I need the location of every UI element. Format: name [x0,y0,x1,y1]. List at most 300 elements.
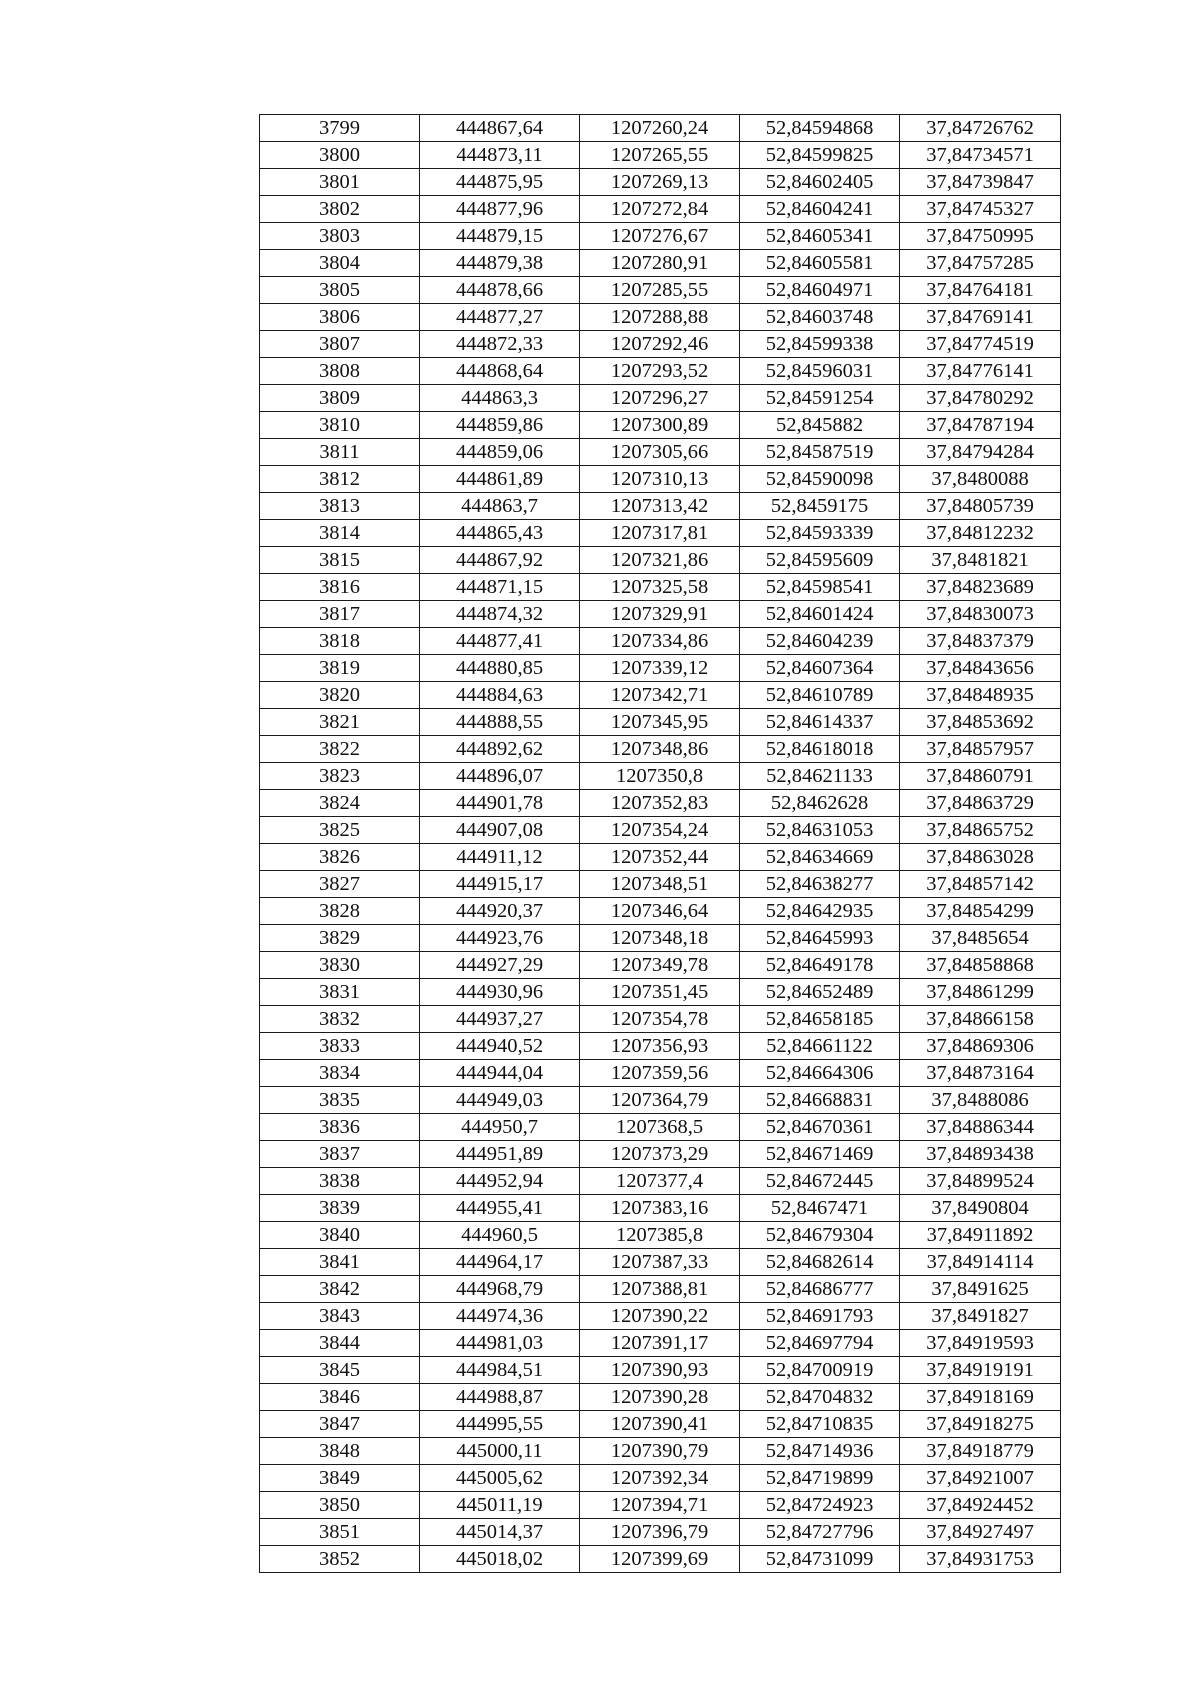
y-coordinate-cell: 1207292,46 [580,331,740,358]
point-number-cell: 3800 [260,142,420,169]
latitude-cell: 52,84605581 [740,250,900,277]
y-coordinate-cell: 1207313,42 [580,493,740,520]
longitude-cell: 37,84812232 [900,520,1061,547]
longitude-cell: 37,84853692 [900,709,1061,736]
y-coordinate-cell: 1207346,64 [580,898,740,925]
table-row [260,1546,1061,1573]
table-row [260,169,1061,196]
y-coordinate-cell: 1207387,33 [580,1249,740,1276]
latitude-cell: 52,84604971 [740,277,900,304]
y-coordinate-cell: 1207288,88 [580,304,740,331]
y-coordinate-cell: 1207296,27 [580,385,740,412]
x-coordinate-cell: 444955,41 [420,1195,580,1222]
longitude-cell: 37,84886344 [900,1114,1061,1141]
table-row [260,1141,1061,1168]
x-coordinate-cell: 445005,62 [420,1465,580,1492]
latitude-cell: 52,84610789 [740,682,900,709]
x-coordinate-cell: 444968,79 [420,1276,580,1303]
latitude-cell: 52,84591254 [740,385,900,412]
point-number-cell: 3823 [260,763,420,790]
latitude-cell: 52,84658185 [740,1006,900,1033]
x-coordinate-cell: 444901,78 [420,790,580,817]
y-coordinate-cell: 1207373,29 [580,1141,740,1168]
longitude-cell: 37,84858868 [900,952,1061,979]
latitude-cell: 52,84638277 [740,871,900,898]
point-number-cell: 3832 [260,1006,420,1033]
latitude-cell: 52,84599825 [740,142,900,169]
point-number-cell: 3822 [260,736,420,763]
y-coordinate-cell: 1207391,17 [580,1330,740,1357]
table-row [260,871,1061,898]
latitude-cell: 52,845882 [740,412,900,439]
latitude-cell: 52,84704832 [740,1384,900,1411]
table-row [260,979,1061,1006]
longitude-cell: 37,84745327 [900,196,1061,223]
point-number-cell: 3841 [260,1249,420,1276]
x-coordinate-cell: 444920,37 [420,898,580,925]
latitude-cell: 52,84605341 [740,223,900,250]
x-coordinate-cell: 445011,19 [420,1492,580,1519]
point-number-cell: 3821 [260,709,420,736]
longitude-cell: 37,84823689 [900,574,1061,601]
y-coordinate-cell: 1207321,86 [580,547,740,574]
longitude-cell: 37,84854299 [900,898,1061,925]
y-coordinate-cell: 1207392,34 [580,1465,740,1492]
x-coordinate-cell: 444867,64 [420,115,580,142]
y-coordinate-cell: 1207342,71 [580,682,740,709]
longitude-cell: 37,8491625 [900,1276,1061,1303]
point-number-cell: 3850 [260,1492,420,1519]
table-row [260,709,1061,736]
point-number-cell: 3834 [260,1060,420,1087]
table-row [260,385,1061,412]
latitude-cell: 52,84679304 [740,1222,900,1249]
y-coordinate-cell: 1207334,86 [580,628,740,655]
y-coordinate-cell: 1207348,18 [580,925,740,952]
table-row [260,1087,1061,1114]
point-number-cell: 3805 [260,277,420,304]
table-row [260,763,1061,790]
x-coordinate-cell: 444940,52 [420,1033,580,1060]
table-row [260,358,1061,385]
y-coordinate-cell: 1207364,79 [580,1087,740,1114]
point-number-cell: 3828 [260,898,420,925]
latitude-cell: 52,84649178 [740,952,900,979]
y-coordinate-cell: 1207345,95 [580,709,740,736]
longitude-cell: 37,84863729 [900,790,1061,817]
table-row [260,1006,1061,1033]
x-coordinate-cell: 444949,03 [420,1087,580,1114]
table-row [260,736,1061,763]
table-row [260,1303,1061,1330]
latitude-cell: 52,84642935 [740,898,900,925]
point-number-cell: 3806 [260,304,420,331]
table-row [260,439,1061,466]
longitude-cell: 37,84805739 [900,493,1061,520]
latitude-cell: 52,84671469 [740,1141,900,1168]
y-coordinate-cell: 1207390,79 [580,1438,740,1465]
point-number-cell: 3829 [260,925,420,952]
latitude-cell: 52,84604239 [740,628,900,655]
latitude-cell: 52,84645993 [740,925,900,952]
table-row [260,952,1061,979]
point-number-cell: 3851 [260,1519,420,1546]
x-coordinate-cell: 444880,85 [420,655,580,682]
longitude-cell: 37,84794284 [900,439,1061,466]
table-row [260,1438,1061,1465]
latitude-cell: 52,84710835 [740,1411,900,1438]
x-coordinate-cell: 445018,02 [420,1546,580,1573]
longitude-cell: 37,8481821 [900,547,1061,574]
y-coordinate-cell: 1207388,81 [580,1276,740,1303]
x-coordinate-cell: 444877,96 [420,196,580,223]
y-coordinate-cell: 1207377,4 [580,1168,740,1195]
longitude-cell: 37,84726762 [900,115,1061,142]
x-coordinate-cell: 444930,96 [420,979,580,1006]
x-coordinate-cell: 444892,62 [420,736,580,763]
point-number-cell: 3817 [260,601,420,628]
y-coordinate-cell: 1207329,91 [580,601,740,628]
latitude-cell: 52,84700919 [740,1357,900,1384]
point-number-cell: 3845 [260,1357,420,1384]
point-number-cell: 3830 [260,952,420,979]
point-number-cell: 3812 [260,466,420,493]
x-coordinate-cell: 444911,12 [420,844,580,871]
point-number-cell: 3813 [260,493,420,520]
x-coordinate-cell: 444877,27 [420,304,580,331]
y-coordinate-cell: 1207390,93 [580,1357,740,1384]
point-number-cell: 3815 [260,547,420,574]
x-coordinate-cell: 444915,17 [420,871,580,898]
latitude-cell: 52,84590098 [740,466,900,493]
latitude-cell: 52,84595609 [740,547,900,574]
y-coordinate-cell: 1207359,56 [580,1060,740,1087]
latitude-cell: 52,84731099 [740,1546,900,1573]
y-coordinate-cell: 1207300,89 [580,412,740,439]
longitude-cell: 37,84769141 [900,304,1061,331]
table-row [260,682,1061,709]
table-row [260,790,1061,817]
longitude-cell: 37,84734571 [900,142,1061,169]
longitude-cell: 37,84914114 [900,1249,1061,1276]
x-coordinate-cell: 444884,63 [420,682,580,709]
latitude-cell: 52,84598541 [740,574,900,601]
longitude-cell: 37,84866158 [900,1006,1061,1033]
x-coordinate-cell: 444871,15 [420,574,580,601]
y-coordinate-cell: 1207349,78 [580,952,740,979]
table-row [260,844,1061,871]
y-coordinate-cell: 1207348,51 [580,871,740,898]
latitude-cell: 52,84587519 [740,439,900,466]
x-coordinate-cell: 444923,76 [420,925,580,952]
table-row [260,817,1061,844]
latitude-cell: 52,84614337 [740,709,900,736]
longitude-cell: 37,84911892 [900,1222,1061,1249]
point-number-cell: 3810 [260,412,420,439]
table-row [260,1033,1061,1060]
point-number-cell: 3827 [260,871,420,898]
table-row [260,1195,1061,1222]
point-number-cell: 3824 [260,790,420,817]
table-row [260,466,1061,493]
x-coordinate-cell: 444863,7 [420,493,580,520]
x-coordinate-cell: 444951,89 [420,1141,580,1168]
latitude-cell: 52,84661122 [740,1033,900,1060]
longitude-cell: 37,84918275 [900,1411,1061,1438]
longitude-cell: 37,84918779 [900,1438,1061,1465]
x-coordinate-cell: 444944,04 [420,1060,580,1087]
y-coordinate-cell: 1207354,78 [580,1006,740,1033]
longitude-cell: 37,84857957 [900,736,1061,763]
x-coordinate-cell: 444896,07 [420,763,580,790]
longitude-cell: 37,84757285 [900,250,1061,277]
longitude-cell: 37,84924452 [900,1492,1061,1519]
point-number-cell: 3826 [260,844,420,871]
point-number-cell: 3833 [260,1033,420,1060]
longitude-cell: 37,84860791 [900,763,1061,790]
point-number-cell: 3849 [260,1465,420,1492]
x-coordinate-cell: 444872,33 [420,331,580,358]
table-row [260,304,1061,331]
longitude-cell: 37,84919191 [900,1357,1061,1384]
longitude-cell: 37,8491827 [900,1303,1061,1330]
table-row [260,1465,1061,1492]
x-coordinate-cell: 444879,15 [420,223,580,250]
latitude-cell: 52,84686777 [740,1276,900,1303]
point-number-cell: 3820 [260,682,420,709]
y-coordinate-cell: 1207293,52 [580,358,740,385]
latitude-cell: 52,84682614 [740,1249,900,1276]
table-row [260,412,1061,439]
longitude-cell: 37,84848935 [900,682,1061,709]
point-number-cell: 3816 [260,574,420,601]
latitude-cell: 52,84631053 [740,817,900,844]
y-coordinate-cell: 1207305,66 [580,439,740,466]
point-number-cell: 3825 [260,817,420,844]
longitude-cell: 37,84764181 [900,277,1061,304]
longitude-cell: 37,84919593 [900,1330,1061,1357]
latitude-cell: 52,84719899 [740,1465,900,1492]
x-coordinate-cell: 444927,29 [420,952,580,979]
x-coordinate-cell: 444937,27 [420,1006,580,1033]
latitude-cell: 52,84697794 [740,1330,900,1357]
latitude-cell: 52,84593339 [740,520,900,547]
latitude-cell: 52,84727796 [740,1519,900,1546]
point-number-cell: 3807 [260,331,420,358]
table-row [260,1222,1061,1249]
longitude-cell: 37,8488086 [900,1087,1061,1114]
point-number-cell: 3843 [260,1303,420,1330]
longitude-cell: 37,84861299 [900,979,1061,1006]
x-coordinate-cell: 445014,37 [420,1519,580,1546]
longitude-cell: 37,84893438 [900,1141,1061,1168]
longitude-cell: 37,84750995 [900,223,1061,250]
x-coordinate-cell: 444865,43 [420,520,580,547]
x-coordinate-cell: 444888,55 [420,709,580,736]
table-row [260,196,1061,223]
y-coordinate-cell: 1207399,69 [580,1546,740,1573]
latitude-cell: 52,84621133 [740,763,900,790]
x-coordinate-cell: 444873,11 [420,142,580,169]
point-number-cell: 3846 [260,1384,420,1411]
x-coordinate-cell: 445000,11 [420,1438,580,1465]
point-number-cell: 3836 [260,1114,420,1141]
longitude-cell: 37,84863028 [900,844,1061,871]
y-coordinate-cell: 1207383,16 [580,1195,740,1222]
longitude-cell: 37,84927497 [900,1519,1061,1546]
table-row [260,655,1061,682]
x-coordinate-cell: 444875,95 [420,169,580,196]
table-row [260,1168,1061,1195]
latitude-cell: 52,84603748 [740,304,900,331]
y-coordinate-cell: 1207269,13 [580,169,740,196]
y-coordinate-cell: 1207280,91 [580,250,740,277]
longitude-cell: 37,8485654 [900,925,1061,952]
latitude-cell: 52,84602405 [740,169,900,196]
longitude-cell: 37,8480088 [900,466,1061,493]
x-coordinate-cell: 444974,36 [420,1303,580,1330]
table-row [260,493,1061,520]
x-coordinate-cell: 444867,92 [420,547,580,574]
y-coordinate-cell: 1207325,58 [580,574,740,601]
point-number-cell: 3814 [260,520,420,547]
longitude-cell: 37,84921007 [900,1465,1061,1492]
x-coordinate-cell: 444859,86 [420,412,580,439]
x-coordinate-cell: 444960,5 [420,1222,580,1249]
point-number-cell: 3808 [260,358,420,385]
y-coordinate-cell: 1207352,83 [580,790,740,817]
table-row [260,1411,1061,1438]
point-number-cell: 3844 [260,1330,420,1357]
table-row [260,547,1061,574]
point-number-cell: 3847 [260,1411,420,1438]
table-row [260,1276,1061,1303]
longitude-cell: 37,84899524 [900,1168,1061,1195]
x-coordinate-cell: 444950,7 [420,1114,580,1141]
point-number-cell: 3819 [260,655,420,682]
x-coordinate-cell: 444981,03 [420,1330,580,1357]
x-coordinate-cell: 444861,89 [420,466,580,493]
x-coordinate-cell: 444878,66 [420,277,580,304]
point-number-cell: 3835 [260,1087,420,1114]
latitude-cell: 52,84664306 [740,1060,900,1087]
latitude-cell: 52,8459175 [740,493,900,520]
table-row [260,898,1061,925]
y-coordinate-cell: 1207260,24 [580,115,740,142]
x-coordinate-cell: 444877,41 [420,628,580,655]
y-coordinate-cell: 1207394,71 [580,1492,740,1519]
y-coordinate-cell: 1207354,24 [580,817,740,844]
y-coordinate-cell: 1207390,41 [580,1411,740,1438]
longitude-cell: 37,84830073 [900,601,1061,628]
table-row [260,1249,1061,1276]
latitude-cell: 52,8467471 [740,1195,900,1222]
longitude-cell: 37,84857142 [900,871,1061,898]
longitude-cell: 37,84843656 [900,655,1061,682]
x-coordinate-cell: 444964,17 [420,1249,580,1276]
point-number-cell: 3799 [260,115,420,142]
y-coordinate-cell: 1207272,84 [580,196,740,223]
point-number-cell: 3811 [260,439,420,466]
x-coordinate-cell: 444879,38 [420,250,580,277]
x-coordinate-cell: 444859,06 [420,439,580,466]
longitude-cell: 37,84774519 [900,331,1061,358]
latitude-cell: 52,84594868 [740,115,900,142]
y-coordinate-cell: 1207285,55 [580,277,740,304]
y-coordinate-cell: 1207351,45 [580,979,740,1006]
x-coordinate-cell: 444874,32 [420,601,580,628]
latitude-cell: 52,84601424 [740,601,900,628]
table-row [260,1492,1061,1519]
longitude-cell: 37,84739847 [900,169,1061,196]
table-row [260,250,1061,277]
x-coordinate-cell: 444984,51 [420,1357,580,1384]
point-number-cell: 3802 [260,196,420,223]
table-row [260,277,1061,304]
table-row [260,115,1061,142]
x-coordinate-cell: 444868,64 [420,358,580,385]
table-row [260,1519,1061,1546]
x-coordinate-cell: 444952,94 [420,1168,580,1195]
y-coordinate-cell: 1207396,79 [580,1519,740,1546]
point-number-cell: 3803 [260,223,420,250]
latitude-cell: 52,8462628 [740,790,900,817]
longitude-cell: 37,84931753 [900,1546,1061,1573]
longitude-cell: 37,84865752 [900,817,1061,844]
table-row [260,1330,1061,1357]
longitude-cell: 37,84869306 [900,1033,1061,1060]
y-coordinate-cell: 1207390,22 [580,1303,740,1330]
coordinates-table [259,114,1061,1573]
y-coordinate-cell: 1207339,12 [580,655,740,682]
point-number-cell: 3818 [260,628,420,655]
table-row [260,925,1061,952]
longitude-cell: 37,84780292 [900,385,1061,412]
table-row [260,223,1061,250]
point-number-cell: 3839 [260,1195,420,1222]
table-row [260,520,1061,547]
latitude-cell: 52,84724923 [740,1492,900,1519]
latitude-cell: 52,84668831 [740,1087,900,1114]
y-coordinate-cell: 1207350,8 [580,763,740,790]
table-row [260,1384,1061,1411]
latitude-cell: 52,84599338 [740,331,900,358]
longitude-cell: 37,8490804 [900,1195,1061,1222]
y-coordinate-cell: 1207317,81 [580,520,740,547]
latitude-cell: 52,84634669 [740,844,900,871]
latitude-cell: 52,84596031 [740,358,900,385]
latitude-cell: 52,84618018 [740,736,900,763]
longitude-cell: 37,84873164 [900,1060,1061,1087]
point-number-cell: 3842 [260,1276,420,1303]
point-number-cell: 3837 [260,1141,420,1168]
point-number-cell: 3801 [260,169,420,196]
latitude-cell: 52,84714936 [740,1438,900,1465]
table-row [260,574,1061,601]
y-coordinate-cell: 1207348,86 [580,736,740,763]
y-coordinate-cell: 1207310,13 [580,466,740,493]
point-number-cell: 3809 [260,385,420,412]
table-row [260,628,1061,655]
x-coordinate-cell: 444907,08 [420,817,580,844]
latitude-cell: 52,84670361 [740,1114,900,1141]
point-number-cell: 3840 [260,1222,420,1249]
table-row [260,1060,1061,1087]
y-coordinate-cell: 1207265,55 [580,142,740,169]
latitude-cell: 52,84607364 [740,655,900,682]
latitude-cell: 52,84691793 [740,1303,900,1330]
longitude-cell: 37,84918169 [900,1384,1061,1411]
